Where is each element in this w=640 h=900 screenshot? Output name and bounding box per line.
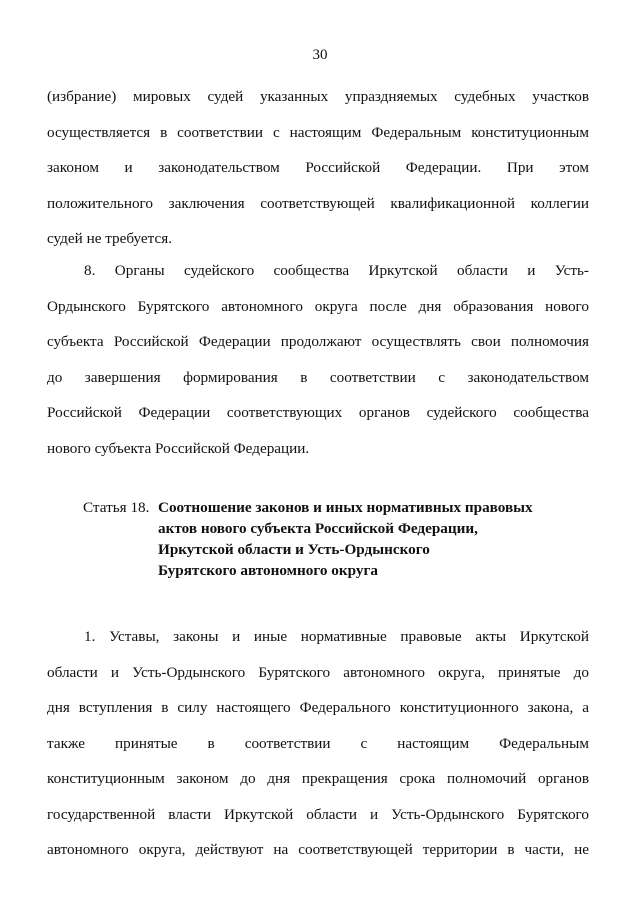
paragraph-line: также принятые в соответствии с настоящим Федеральным	[47, 734, 589, 752]
article-title-line: Бурятского автономного округа	[158, 562, 378, 579]
paragraph-line: (избрание) мировых судей указанных упраздняемых судебных участков	[47, 88, 589, 105]
paragraph-line: Ордынского Бурятского автономного округа после дня образования нового	[47, 297, 589, 315]
paragraph-line: Российской Федерации соответствующих органов судейского сообщества	[47, 404, 589, 421]
paragraph-line: законом и законодательством Российской Федерации. При этом	[47, 159, 589, 176]
paragraph-8	[47, 253, 589, 466]
paragraph-line: автономного округа, действуют на соответствующей территории в части, не	[47, 841, 589, 858]
paragraph-1-article-18	[47, 619, 589, 868]
paragraph-line: дня вступления в силу настоящего Федерального конституционного закона, а	[47, 699, 589, 716]
paragraph-line: судей не требуется.	[47, 230, 173, 247]
article-title-line: Иркутской области и Усть-Ордынского	[158, 541, 430, 558]
article-title-line: Соотношение законов и иных нормативных правовых	[158, 499, 533, 516]
paragraph-line: нового субъекта Российской Федерации.	[47, 439, 310, 457]
paragraph-line: положительного заключения соответствующей квалификационной коллегии	[47, 194, 589, 212]
paragraph-line: конституционным законом до дня прекращения срока полномочий органов	[47, 770, 589, 787]
paragraph-line: области и Усть-Ордынского Бурятского автономного округа, принятые до	[47, 663, 589, 681]
paragraph-line: 8. Органы судейского сообщества Иркутской области и Усть-	[84, 262, 589, 279]
paragraph-line: осуществляется в соответствии с настоящим Федеральным конституционным	[47, 123, 589, 141]
paragraph-line: государственной власти Иркутской области и Усть-Ордынского Бурятского	[47, 805, 589, 823]
article-label: Статья 18.	[83, 499, 150, 516]
paragraph-line: до завершения формирования в соответствии с законодательством	[47, 368, 589, 386]
article-title-line: актов нового субъекта Российской Федерации,	[158, 520, 478, 537]
page-number: 30	[312, 47, 328, 63]
article-heading	[83, 497, 563, 581]
paragraph-continuation	[47, 79, 589, 257]
paragraph-line: 1. Уставы, законы и иные нормативные правовые акты Иркутской	[84, 628, 589, 645]
paragraph-line: субъекта Российской Федерации продолжают осуществлять свои полномочия	[47, 333, 589, 350]
